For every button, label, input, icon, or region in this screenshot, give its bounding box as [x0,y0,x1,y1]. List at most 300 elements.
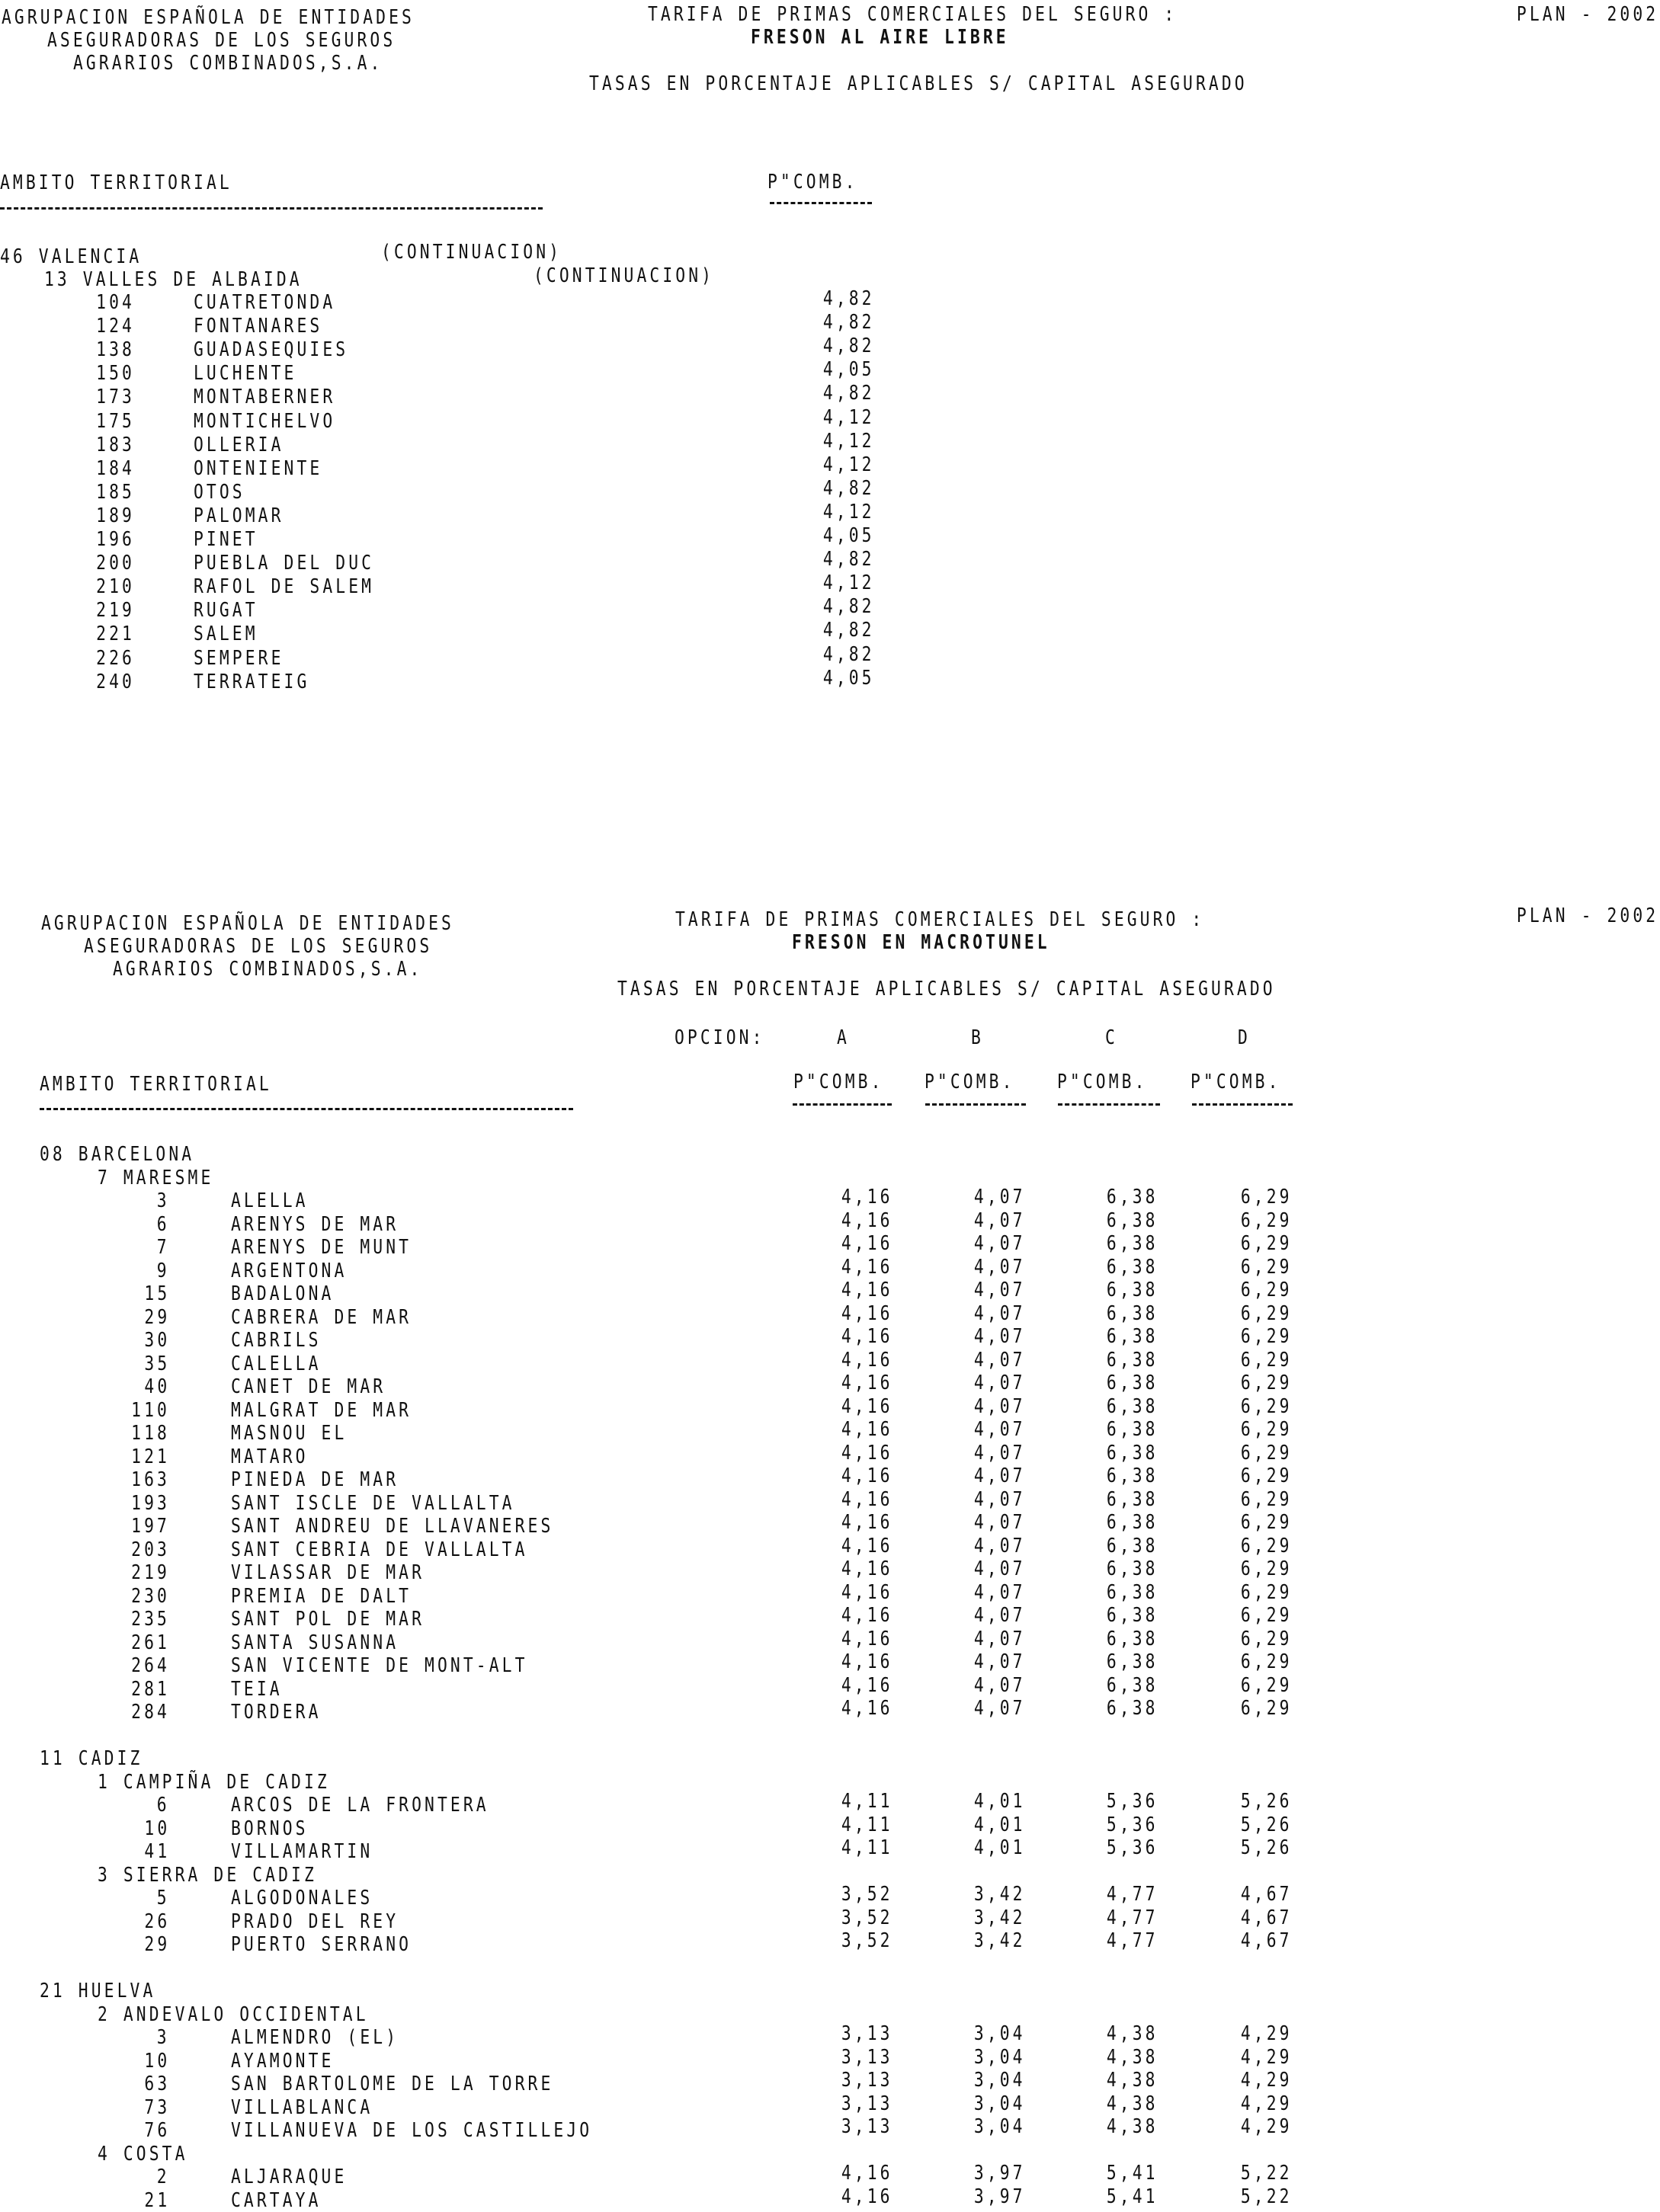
row-value-c: 5,36 [1107,1813,1158,1836]
row-value-c: 6,38 [1107,1279,1158,1301]
row-value-d: 6,29 [1241,1535,1293,1557]
row-value-c: 6,38 [1107,1488,1158,1511]
p1-col-header: P"COMB. [768,171,858,194]
p1-product-name: FRESON AL AIRE LIBRE [751,26,1009,49]
p2-col-header-d: P"COMB. [1191,1071,1281,1093]
row-value-a: 4,11 [841,1790,893,1813]
row-code: 184 [96,457,135,480]
p2-ambito-rule [40,1108,573,1110]
row-code: 9 [157,1260,170,1282]
p2-col-rule-d [1192,1103,1293,1106]
row-value-b: 4,07 [974,1186,1026,1208]
row-code: 41 [144,1840,170,1863]
row-code: 240 [96,671,135,693]
row-code: 10 [144,2050,170,2073]
row-value-d: 4,67 [1241,1883,1293,1906]
row-value-c: 6,38 [1107,1604,1158,1627]
row-value: 4,12 [823,501,875,523]
p2-option-a: A [837,1026,850,1049]
row-code: 173 [96,386,135,408]
row-value-c: 4,38 [1107,2046,1158,2069]
comarca-heading: 4 COSTA [98,2143,188,2166]
row-municipio: MATARO [231,1445,309,1468]
row-value-a: 4,16 [841,1535,893,1557]
row-code: 118 [131,1422,170,1445]
row-value-c: 6,38 [1107,1535,1158,1557]
comarca-heading: 2 ANDEVALO OCCIDENTAL [98,2003,369,2026]
row-code: 6 [157,1213,170,1236]
row-value-d: 6,29 [1241,1674,1293,1697]
province-heading: 08 BARCELONA [40,1143,195,1166]
p1-org-line-3: AGRARIOS COMBINADOS,S.A. [73,52,383,75]
p1-org-line-2: ASEGURADORAS DE LOS SEGUROS [47,29,396,52]
row-code: 281 [131,1678,170,1701]
row-value-a: 4,16 [841,1395,893,1418]
row-municipio: SAN VICENTE DE MONT-ALT [231,1654,528,1677]
row-value-d: 4,67 [1241,1906,1293,1929]
province-heading: 11 CADIZ [40,1747,143,1770]
row-code: 121 [131,1445,170,1468]
row-value-a: 4,16 [841,1650,893,1673]
row-code: 200 [96,552,135,575]
row-value-c: 6,38 [1107,1442,1158,1465]
row-value-c: 4,38 [1107,2022,1158,2045]
row-value-d: 5,22 [1241,2162,1293,2185]
row-value-c: 6,38 [1107,1395,1158,1418]
row-value-b: 4,07 [974,1465,1026,1487]
row-municipio: CUATRETONDA [194,291,336,314]
row-value: 4,82 [823,619,875,642]
row-code: 5 [157,1887,170,1909]
row-municipio: OTOS [194,481,245,504]
row-code: 6 [157,1794,170,1817]
row-value-c: 6,38 [1107,1674,1158,1697]
row-value-b: 4,07 [974,1302,1026,1325]
row-value: 4,12 [823,406,875,429]
row-municipio: BADALONA [231,1282,335,1305]
p2-rates-subtitle: TASAS EN PORCENTAJE APLICABLES S/ CAPITAL ASEGURADO [617,978,1276,1000]
row-value-b: 4,07 [974,1488,1026,1511]
row-municipio: GUADASEQUIES [194,338,349,361]
row-value-b: 4,07 [974,1372,1026,1394]
row-value-a: 4,16 [841,1279,893,1301]
p2-ambito-label: AMBITO TERRITORIAL [40,1073,272,1096]
row-value-b: 3,04 [974,2069,1026,2092]
row-value-b: 4,01 [974,1813,1026,1836]
row-municipio: PALOMAR [194,504,284,527]
row-municipio: MALGRAT DE MAR [231,1399,412,1422]
row-value-c: 4,38 [1107,2092,1158,2115]
row-value-a: 3,13 [841,2022,893,2045]
row-value-a: 4,16 [841,1581,893,1604]
row-code: 175 [96,410,135,433]
p2-option-b: B [971,1026,984,1049]
row-municipio: PINEDA DE MAR [231,1468,399,1491]
row-value-c: 6,38 [1107,1349,1158,1372]
row-municipio: VILASSAR DE MAR [231,1561,425,1584]
row-value-d: 4,67 [1241,1929,1293,1952]
row-value-c: 6,38 [1107,1511,1158,1534]
province-heading: 21 HUELVA [40,1980,156,2002]
row-code: 197 [131,1515,170,1538]
row-municipio: SANT ISCLE DE VALLALTA [231,1492,515,1515]
p2-product-name: FRESON EN MACROTUNEL [792,931,1050,954]
row-value-a: 3,13 [841,2092,893,2115]
comarca-heading: 1 CAMPIÑA DE CADIZ [98,1771,330,1794]
row-value-a: 4,16 [841,1372,893,1394]
row-municipio: SANT POL DE MAR [231,1608,425,1631]
row-value-c: 6,38 [1107,1418,1158,1441]
row-value: 4,82 [823,643,875,666]
row-value-d: 6,29 [1241,1209,1293,1232]
p2-col-rule-c [1058,1103,1160,1106]
row-value: 4,82 [823,287,875,310]
row-value-c: 6,38 [1107,1697,1158,1720]
p1-plan-label: PLAN - 2002 [1516,3,1658,26]
row-code: 73 [144,2096,170,2119]
row-code: 203 [131,1538,170,1561]
row-municipio: PINET [194,528,258,551]
row-code: 138 [96,338,135,361]
row-value-b: 4,07 [974,1325,1026,1348]
row-value-b: 4,07 [974,1535,1026,1557]
row-code: 284 [131,1701,170,1724]
row-value-a: 3,52 [841,1906,893,1929]
row-municipio: BORNOS [231,1817,309,1840]
row-value-d: 6,29 [1241,1186,1293,1208]
row-value-a: 4,16 [841,1697,893,1720]
row-value-d: 6,29 [1241,1418,1293,1441]
row-value-b: 4,07 [974,1395,1026,1418]
p2-col-rule-a [793,1103,892,1106]
row-value: 4,82 [823,548,875,571]
row-value-a: 4,16 [841,1349,893,1372]
row-municipio: SALEM [194,623,258,645]
p2-opcion-label: OPCION: [675,1026,765,1049]
row-value-a: 4,16 [841,1442,893,1465]
row-municipio: OLLERIA [194,434,284,456]
row-municipio: MONTABERNER [194,386,336,408]
row-municipio: ALMENDRO (EL) [231,2026,399,2049]
row-value-d: 5,26 [1241,1790,1293,1813]
row-municipio: ALJARAQUE [231,2166,348,2188]
row-value-a: 4,16 [841,1488,893,1511]
p1-ambito-label: AMBITO TERRITORIAL [0,171,232,194]
row-value-b: 4,07 [974,1581,1026,1604]
row-value-a: 4,16 [841,1418,893,1441]
p2-org-line-1: AGRUPACION ESPAÑOLA DE ENTIDADES [41,912,454,935]
row-municipio: SANT ANDREU DE LLAVANERES [231,1515,554,1538]
row-municipio: MASNOU EL [231,1422,348,1445]
row-municipio: ARENYS DE MAR [231,1213,399,1236]
row-municipio: ALELLA [231,1189,309,1212]
row-code: 2 [157,2166,170,2188]
row-municipio: VILLANUEVA DE LOS CASTILLEJO [231,2119,593,2142]
p2-option-d: D [1238,1026,1251,1049]
row-municipio: MONTICHELVO [194,410,336,433]
row-code: 261 [131,1631,170,1654]
row-municipio: PRADO DEL REY [231,1910,399,1933]
row-code: 193 [131,1492,170,1515]
row-value-a: 4,16 [841,1557,893,1580]
p1-col-rule [770,202,872,204]
row-value-a: 4,16 [841,1209,893,1232]
row-value: 4,05 [823,524,875,547]
row-value-d: 6,29 [1241,1302,1293,1325]
row-code: 230 [131,1585,170,1608]
row-value-c: 6,38 [1107,1465,1158,1487]
row-value-d: 6,29 [1241,1697,1293,1720]
row-municipio: FONTANARES [194,315,323,338]
p1-comarca: 13 VALLES DE ALBAIDA [44,268,303,291]
row-value: 4,82 [823,382,875,405]
row-value-c: 6,38 [1107,1325,1158,1348]
p1-tariff-title: TARIFA DE PRIMAS COMERCIALES DEL SEGURO : [648,3,1178,26]
row-value-d: 6,29 [1241,1465,1293,1487]
row-value-a: 4,16 [841,1256,893,1279]
row-value-c: 6,38 [1107,1581,1158,1604]
row-municipio: ONTENIENTE [194,457,323,480]
row-code: 226 [96,647,135,670]
row-municipio: TEIA [231,1678,283,1701]
p2-plan-label: PLAN - 2002 [1516,904,1658,927]
row-municipio: VILLABLANCA [231,2096,373,2119]
row-code: 219 [96,599,135,622]
row-value-c: 6,38 [1107,1232,1158,1255]
row-value-c: 5,36 [1107,1836,1158,1859]
row-code: 185 [96,481,135,504]
row-value-b: 4,01 [974,1836,1026,1859]
row-municipio: RAFOL DE SALEM [194,575,375,598]
p1-comarca-note: (CONTINUACION) [534,264,715,287]
row-code: 163 [131,1468,170,1491]
row-value-b: 3,04 [974,2115,1026,2138]
row-municipio: PREMIA DE DALT [231,1585,412,1608]
row-value-b: 3,97 [974,2185,1026,2208]
row-municipio: CABRILS [231,1329,322,1352]
row-value-d: 4,29 [1241,2046,1293,2069]
comarca-heading: 7 MARESME [98,1167,214,1189]
row-value-d: 6,29 [1241,1256,1293,1279]
row-value-c: 6,38 [1107,1186,1158,1208]
row-municipio: SEMPERE [194,647,284,670]
row-value-b: 4,07 [974,1418,1026,1441]
row-value-c: 6,38 [1107,1209,1158,1232]
p1-ambito-rule [0,207,543,210]
row-value-a: 3,13 [841,2115,893,2138]
row-municipio: CABRERA DE MAR [231,1306,412,1329]
row-value-b: 4,01 [974,1790,1026,1813]
row-value-d: 6,29 [1241,1628,1293,1650]
row-value-a: 3,52 [841,1929,893,1952]
row-value-c: 6,38 [1107,1372,1158,1394]
row-municipio: CANET DE MAR [231,1375,386,1398]
row-value-a: 3,13 [841,2069,893,2092]
p2-col-header-c: P"COMB. [1057,1071,1148,1093]
row-value-a: 4,11 [841,1836,893,1859]
row-value-b: 3,04 [974,2022,1026,2045]
row-value: 4,05 [823,358,875,381]
row-value-b: 4,07 [974,1557,1026,1580]
row-value-b: 4,07 [974,1349,1026,1372]
row-value: 4,12 [823,453,875,476]
row-code: 210 [96,575,135,598]
row-value-a: 4,16 [841,1628,893,1650]
row-value-b: 4,07 [974,1650,1026,1673]
row-value-c: 6,38 [1107,1650,1158,1673]
p2-col-header-b: P"COMB. [925,1071,1015,1093]
row-municipio: LUCHENTE [194,362,297,385]
comarca-heading: 3 SIERRA DE CADIZ [98,1864,317,1887]
row-value-d: 4,29 [1241,2115,1293,2138]
row-value-a: 4,16 [841,2185,893,2208]
p2-option-c: C [1105,1026,1118,1049]
p1-rates-subtitle: TASAS EN PORCENTAJE APLICABLES S/ CAPITAL ASEGURADO [589,72,1248,95]
row-value-d: 6,29 [1241,1650,1293,1673]
row-code: 124 [96,315,135,338]
row-code: 10 [144,1817,170,1840]
row-code: 3 [157,2026,170,2049]
row-municipio: ARCOS DE LA FRONTERA [231,1794,489,1817]
row-municipio: PUEBLA DEL DUC [194,552,375,575]
row-code: 104 [96,291,135,314]
row-code: 219 [131,1561,170,1584]
row-code: 189 [96,504,135,527]
row-municipio: SANT CEBRIA DE VALLALTA [231,1538,528,1561]
row-municipio: ARENYS DE MUNT [231,1236,412,1259]
row-municipio: CALELLA [231,1352,322,1375]
row-value-c: 4,77 [1107,1883,1158,1906]
row-code: 3 [157,1189,170,1212]
row-value-d: 5,26 [1241,1813,1293,1836]
row-code: 26 [144,1910,170,1933]
row-code: 76 [144,2119,170,2142]
row-value-d: 4,29 [1241,2022,1293,2045]
row-value-a: 4,16 [841,1325,893,1348]
row-value-b: 4,07 [974,1697,1026,1720]
row-municipio: SANTA SUSANNA [231,1631,399,1654]
row-value-c: 6,38 [1107,1557,1158,1580]
row-value-c: 6,38 [1107,1628,1158,1650]
row-value-d: 6,29 [1241,1232,1293,1255]
row-code: 221 [96,623,135,645]
row-value-d: 6,29 [1241,1488,1293,1511]
row-value-c: 6,38 [1107,1256,1158,1279]
p1-province-note: (CONTINUACION) [381,241,562,264]
row-value-d: 6,29 [1241,1395,1293,1418]
row-value-a: 4,16 [841,1232,893,1255]
row-value-b: 3,04 [974,2046,1026,2069]
row-value-c: 4,38 [1107,2069,1158,2092]
p1-org-line-1: AGRUPACION ESPAÑOLA DE ENTIDADES [2,6,415,29]
row-value-b: 4,07 [974,1628,1026,1650]
row-value-b: 3,42 [974,1883,1026,1906]
row-code: 264 [131,1654,170,1677]
row-code: 29 [144,1306,170,1329]
row-value-d: 5,22 [1241,2185,1293,2208]
row-value-c: 5,41 [1107,2185,1158,2208]
row-code: 196 [96,528,135,551]
row-value-c: 6,38 [1107,1302,1158,1325]
row-municipio: PUERTO SERRANO [231,1933,412,1956]
row-value-c: 5,36 [1107,1790,1158,1813]
row-value-d: 6,29 [1241,1511,1293,1534]
row-value-a: 4,11 [841,1813,893,1836]
row-value-a: 4,16 [841,1674,893,1697]
row-code: 150 [96,362,135,385]
row-value-b: 4,07 [974,1232,1026,1255]
row-value: 4,82 [823,477,875,500]
row-value-d: 6,29 [1241,1604,1293,1627]
row-code: 110 [131,1399,170,1422]
row-value-b: 4,07 [974,1209,1026,1232]
row-value-c: 4,77 [1107,1929,1158,1952]
row-value-d: 6,29 [1241,1349,1293,1372]
row-value-a: 4,16 [841,1465,893,1487]
row-value-b: 4,07 [974,1442,1026,1465]
row-code: 15 [144,1282,170,1305]
row-value-a: 4,16 [841,1302,893,1325]
row-value-a: 3,52 [841,1883,893,1906]
row-value-d: 4,29 [1241,2069,1293,2092]
p2-org-line-2: ASEGURADORAS DE LOS SEGUROS [84,935,433,958]
row-value-b: 3,97 [974,2162,1026,2185]
row-value-c: 5,41 [1107,2162,1158,2185]
row-value-d: 6,29 [1241,1279,1293,1301]
row-municipio: VILLAMARTIN [231,1840,373,1863]
row-municipio: RUGAT [194,599,258,622]
row-code: 235 [131,1608,170,1631]
row-value-d: 6,29 [1241,1557,1293,1580]
row-value-b: 4,07 [974,1674,1026,1697]
row-value-b: 4,07 [974,1604,1026,1627]
p2-col-header-a: P"COMB. [793,1071,884,1093]
row-code: 29 [144,1933,170,1956]
row-value-a: 4,16 [841,2162,893,2185]
p1-province: 46 VALENCIA [0,245,143,268]
row-code: 183 [96,434,135,456]
row-value: 4,12 [823,430,875,453]
row-municipio: TERRATEIG [194,671,310,693]
row-municipio: TORDERA [231,1701,322,1724]
row-value-b: 3,04 [974,2092,1026,2115]
p2-col-rule-b [925,1103,1026,1106]
row-value-b: 4,07 [974,1256,1026,1279]
row-municipio: AYAMONTE [231,2050,335,2073]
row-value: 4,82 [823,335,875,357]
row-code: 7 [157,1236,170,1259]
row-value-c: 4,77 [1107,1906,1158,1929]
row-value-b: 4,07 [974,1511,1026,1534]
p2-org-line-3: AGRARIOS COMBINADOS,S.A. [113,958,423,981]
row-value: 4,82 [823,595,875,618]
row-municipio: ARGENTONA [231,1260,348,1282]
row-value-a: 4,16 [841,1604,893,1627]
row-value-d: 4,29 [1241,2092,1293,2115]
row-value: 4,82 [823,311,875,334]
row-value-d: 5,26 [1241,1836,1293,1859]
row-municipio: ALGODONALES [231,1887,373,1909]
row-value-a: 4,16 [841,1186,893,1208]
row-value: 4,12 [823,571,875,594]
row-value-a: 3,13 [841,2046,893,2069]
row-value-d: 6,29 [1241,1581,1293,1604]
row-value-d: 6,29 [1241,1325,1293,1348]
row-value-b: 3,42 [974,1929,1026,1952]
row-municipio: SAN BARTOLOME DE LA TORRE [231,2073,554,2095]
row-value-d: 6,29 [1241,1442,1293,1465]
row-code: 30 [144,1329,170,1352]
